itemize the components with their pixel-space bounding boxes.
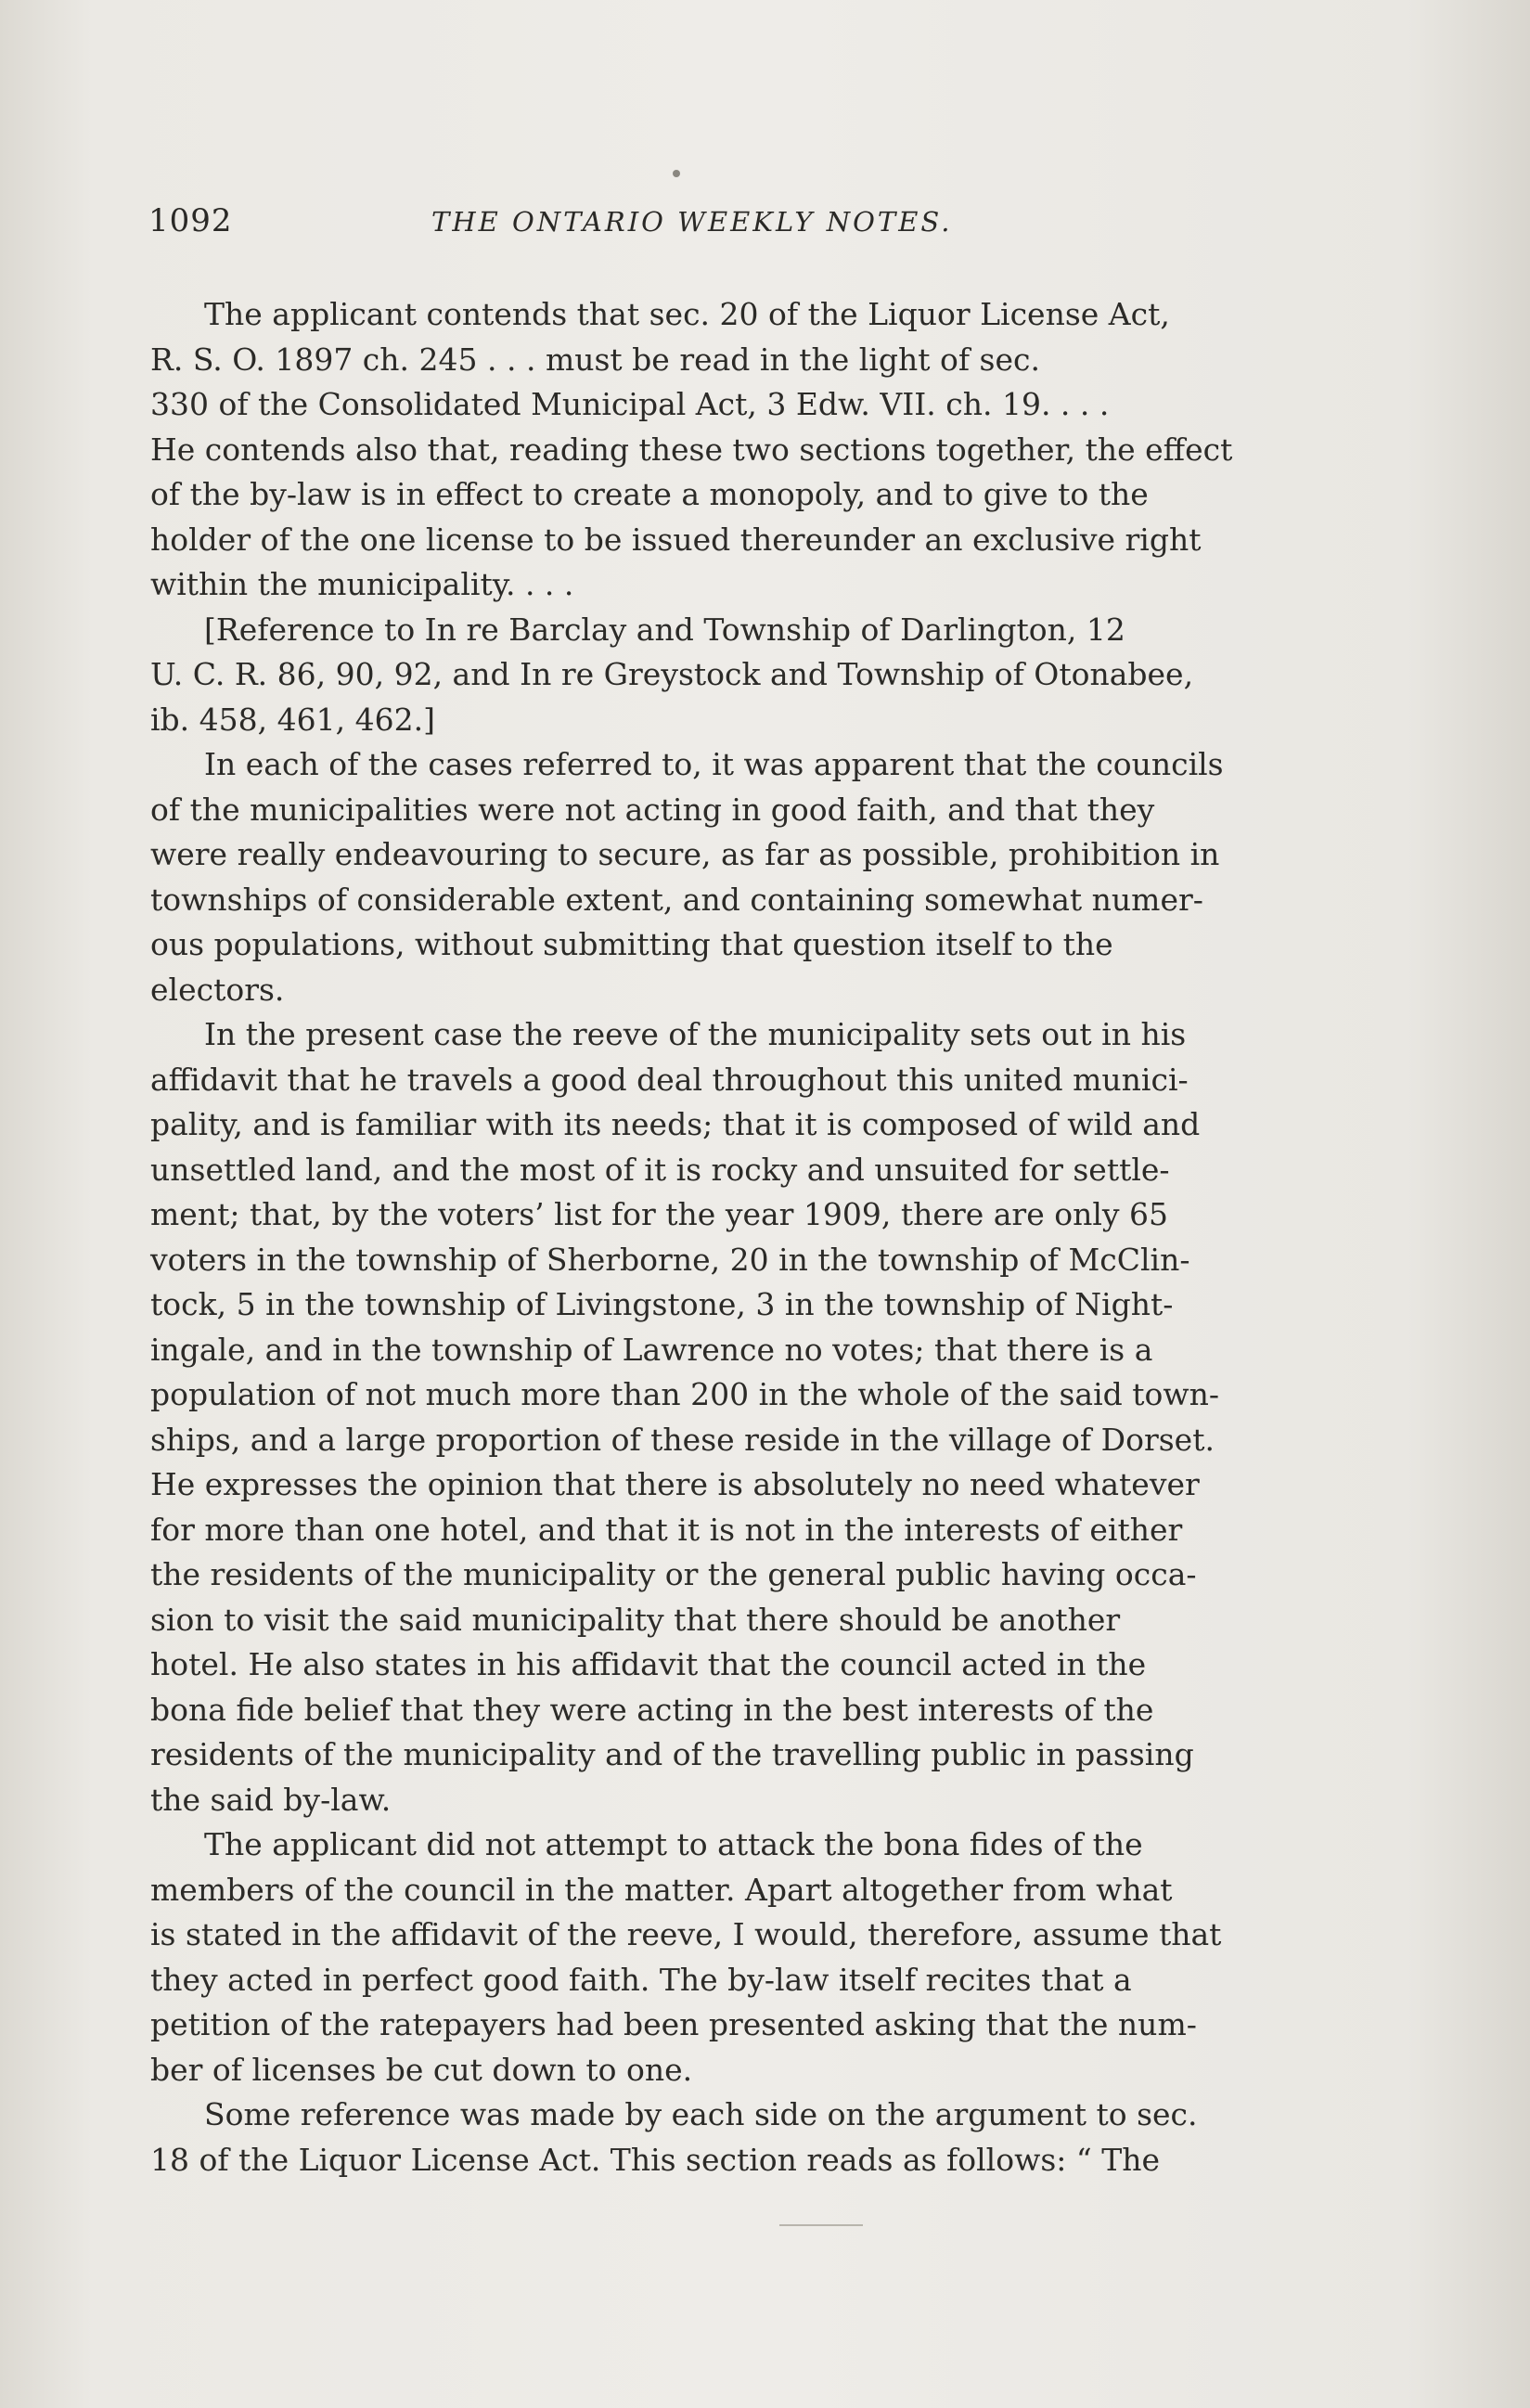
text-line: of the municipalities were not acting in good faith, and that they xyxy=(150,791,1155,828)
text-line: tock, 5 in the township of Livingstone, 3 in the township of Night- xyxy=(150,1286,1174,1322)
paragraph xyxy=(150,608,1287,743)
text-line: they acted in perfect good faith. The by-law itself recites that a xyxy=(150,1961,1132,1998)
paragraph xyxy=(150,1822,1287,2093)
text-line: voters in the township of Sherborne, 20 in the township of McClin- xyxy=(150,1241,1190,1278)
text-line: sion to visit the said municipality that there should be another xyxy=(150,1601,1121,1638)
text-line: unsettled land, and the most of it is rocky and unsuited for settle- xyxy=(150,1151,1170,1188)
text-line: ships, and a large proportion of these reside in the village of Dorset. xyxy=(150,1421,1215,1458)
paragraph xyxy=(150,2093,1287,2183)
paragraph xyxy=(150,742,1287,1012)
body-text xyxy=(150,292,1287,2183)
text-line: ber of licenses be cut down to one. xyxy=(150,2051,693,2088)
text-line: He expresses the opinion that there is absolutely no need whatever xyxy=(150,1466,1200,1502)
footer-rule xyxy=(779,2224,863,2226)
text-line: ous populations, without submitting that question itself to the xyxy=(150,926,1113,962)
text-line: for more than one hotel, and that it is not in the interests of either xyxy=(150,1511,1183,1548)
text-line: townships of considerable extent, and containing somewhat numer- xyxy=(150,881,1203,918)
text-line: were really endeavouring to secure, as far as possible, prohibition in xyxy=(150,836,1220,872)
text-line: R. S. O. 1897 ch. 245 . . . must be read in the light of sec. xyxy=(150,341,1040,378)
text-line: electors. xyxy=(150,971,285,1008)
text-line: the residents of the municipality or the general public having occa- xyxy=(150,1556,1197,1592)
text-line: U. C. R. 86, 90, 92, and In re Greystock and Township of Otonabee, xyxy=(150,656,1194,692)
text-line: affidavit that he travels a good deal throughout this united munici- xyxy=(150,1061,1189,1098)
text-line: The applicant did not attempt to attack the bona fides of the xyxy=(204,1826,1143,1862)
text-line: is stated in the affidavit of the reeve, I would, therefore, assume that xyxy=(150,1916,1222,1952)
text-line: bona fide belief that they were acting in the best interests of the xyxy=(150,1691,1154,1728)
paragraph xyxy=(150,1012,1287,1822)
journal-title: THE ONTARIO WEEKLY NOTES. xyxy=(431,206,953,238)
text-line: Some reference was made by each side on the argument to sec. xyxy=(204,2096,1198,2132)
text-line: of the by-law is in effect to create a monopoly, and to give to the xyxy=(150,476,1149,512)
text-line: hotel. He also states in his affidavit that the council acted in the xyxy=(150,1646,1147,1682)
text-line: In each of the cases referred to, it was apparent that the councils xyxy=(204,746,1224,782)
text-line: residents of the municipality and of the travelling public in passing xyxy=(150,1736,1194,1772)
paragraph xyxy=(150,292,1287,608)
text-line: ment; that, by the voters’ list for the year 1909, there are only 65 xyxy=(150,1196,1169,1232)
text-line: 18 of the Liquor License Act. This section reads as follows: “ The xyxy=(150,2141,1161,2178)
text-line: holder of the one license to be issued thereunder an exclusive right xyxy=(150,521,1202,558)
page-number: 1092 xyxy=(148,202,233,239)
text-line: the said by-law. xyxy=(150,1781,392,1818)
text-line: within the municipality. . . . xyxy=(150,566,574,602)
text-line: [Reference to In re Barclay and Township of Darlington, 12 xyxy=(204,611,1125,648)
running-head xyxy=(148,202,1299,258)
text-line: 330 of the Consolidated Municipal Act, 3 Edw. VII. ch. 19. . . . xyxy=(150,386,1110,422)
text-line: population of not much more than 200 in the whole of the said town- xyxy=(150,1376,1220,1412)
text-line: pality, and is familiar with its needs; that it is composed of wild and xyxy=(150,1106,1201,1142)
text-line: ib. 458, 461, 462.] xyxy=(150,701,435,738)
ink-speck xyxy=(673,170,680,177)
text-line: ingale, and in the township of Lawrence no votes; that there is a xyxy=(150,1331,1153,1368)
text-line: He contends also that, reading these two sections together, the effect xyxy=(150,431,1233,468)
text-line: members of the council in the matter. Apart altogether from what xyxy=(150,1871,1173,1908)
text-line: In the present case the reeve of the municipality sets out in his xyxy=(204,1016,1187,1052)
text-line: The applicant contends that sec. 20 of the Liquor License Act, xyxy=(204,296,1170,332)
text-line: petition of the ratepayers had been presented asking that the num- xyxy=(150,2006,1197,2042)
